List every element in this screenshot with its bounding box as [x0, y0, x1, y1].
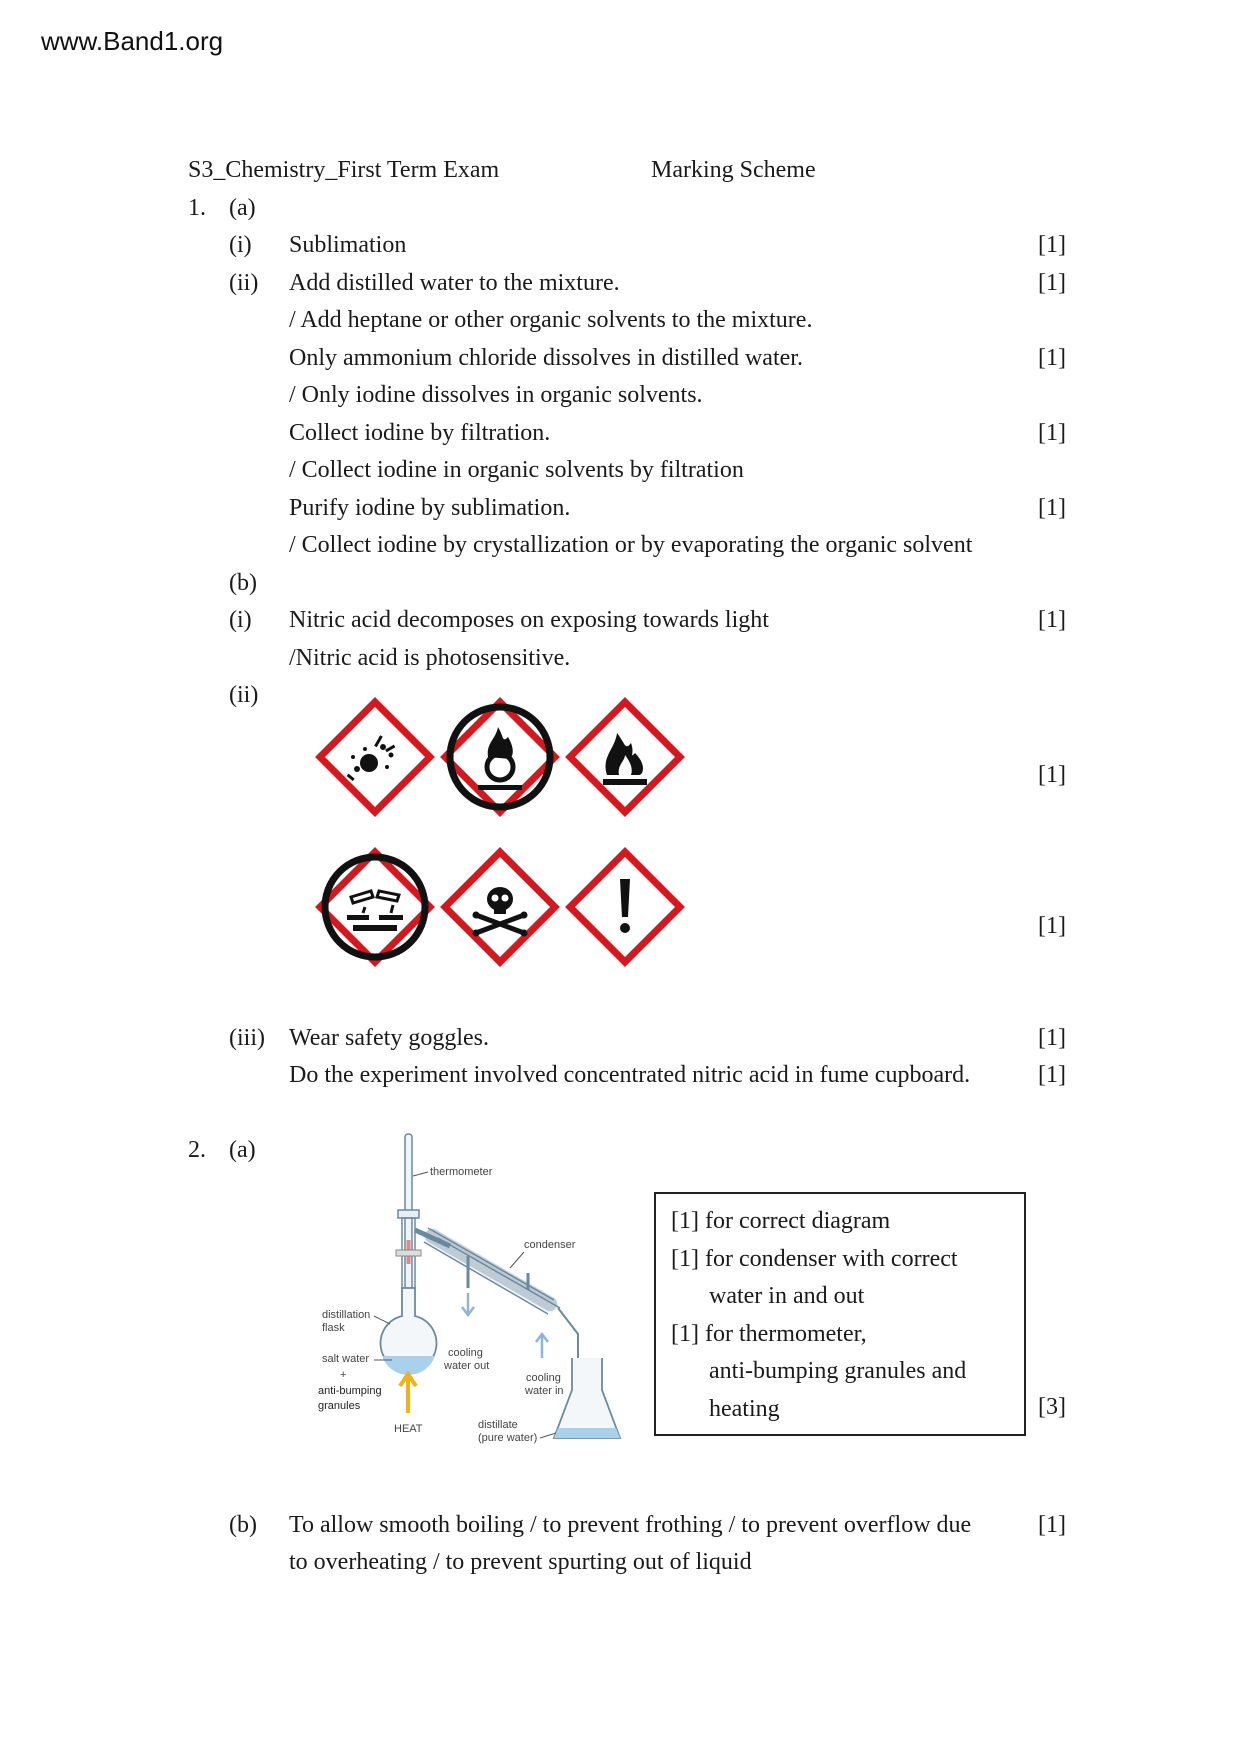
cooling-in-label: cooling	[526, 1372, 561, 1384]
q2-b-line2: to overheating / to prevent spurting out of liquid	[289, 1549, 752, 1575]
q1-a-i-label: (i)	[229, 232, 252, 258]
q1-a-i-mark: [1]	[1038, 232, 1066, 258]
q1-b-i-line2: /Nitric acid is photosensitive.	[289, 645, 571, 671]
distillation-diagram	[310, 1128, 640, 1458]
q1-a-ii-line: Add distilled water to the mixture.	[289, 270, 620, 296]
q1-a-ii-line: / Collect iodine by crystallization or by evaporating the organic solvent	[289, 532, 973, 558]
distillate-label: distillate	[478, 1419, 518, 1431]
q2-number: 2.	[188, 1137, 206, 1163]
criteria-line: water in and out	[709, 1283, 865, 1309]
q1-a-label: (a)	[229, 195, 256, 221]
q1-b-ii-row2-mark: [1]	[1038, 913, 1066, 939]
salt-water-label: salt water	[322, 1353, 370, 1365]
criteria-line: [1] for thermometer,	[671, 1321, 867, 1347]
q1-a-ii-line: Only ammonium chloride dissolves in distilled water.	[289, 345, 803, 371]
q1-b-iii-mark1: [1]	[1038, 1025, 1066, 1051]
flammable-icon	[570, 702, 680, 812]
q1-a-ii-line: / Only iodine dissolves in organic solvents.	[289, 382, 703, 408]
q1-b-label: (b)	[229, 570, 257, 596]
condenser-label: condenser	[524, 1239, 576, 1251]
site-url: www.Band1.org	[41, 26, 224, 56]
toxic-icon	[445, 852, 555, 962]
water-out-label: water out	[444, 1360, 490, 1372]
explosive-icon	[320, 702, 430, 812]
irritant-icon	[570, 852, 680, 962]
q1-b-iii-line2: Do the experiment involved concentrated nitric acid in fume cupboard.	[289, 1062, 971, 1088]
q1-a-ii-line: Purify iodine by sublimation.	[289, 495, 571, 521]
hazard-symbols	[300, 695, 700, 985]
receiving-flask	[554, 1358, 620, 1438]
q1-b-i-label: (i)	[229, 607, 252, 633]
q1-a-ii-line: / Collect iodine in organic solvents by filtration	[289, 457, 744, 483]
marking-criteria-box	[654, 1192, 1026, 1436]
heat-label: HEAT	[394, 1423, 423, 1435]
q1-b-ii-row1-mark: [1]	[1038, 762, 1066, 788]
cooling-out-label: cooling	[448, 1347, 483, 1359]
q1-b-ii-label: (ii)	[229, 682, 259, 708]
q1-a-ii-line: / Add heptane or other organic solvents to the mixture.	[289, 307, 813, 333]
q1-a-ii-mark: [1]	[1038, 345, 1066, 371]
pure-water-label: (pure water)	[478, 1432, 538, 1444]
q1-a-ii-line: Collect iodine by filtration.	[289, 420, 551, 446]
oxidizing-icon	[445, 702, 555, 812]
flask-label: flask	[322, 1322, 345, 1334]
q2-a-label: (a)	[229, 1137, 256, 1163]
criteria-line: heating	[709, 1396, 780, 1422]
q2-b-line1: To allow smooth boiling / to prevent frothing / to prevent overflow due	[289, 1512, 972, 1538]
q2-b-mark: [1]	[1038, 1512, 1066, 1538]
q2-a-mark: [3]	[1038, 1394, 1066, 1420]
q1-b-iii-mark2: [1]	[1038, 1062, 1066, 1088]
criteria-line: [1] for condenser with correct	[671, 1246, 958, 1272]
plus-label: +	[340, 1369, 347, 1381]
distillation-label: distillation	[322, 1309, 371, 1321]
q1-b-iii-line1: Wear safety goggles.	[289, 1025, 489, 1051]
q1-b-i-mark: [1]	[1038, 607, 1066, 633]
exam-title: S3_Chemistry_First Term Exam	[188, 157, 500, 183]
granules-label: granules	[318, 1400, 361, 1412]
q1-a-ii-mark: [1]	[1038, 270, 1066, 296]
thermometer-label: thermometer	[430, 1166, 493, 1178]
water-in-label: water in	[525, 1385, 564, 1397]
q1-a-ii-mark: [1]	[1038, 420, 1066, 446]
q1-b-iii-label: (iii)	[229, 1025, 265, 1051]
anti-bumping-label: anti-bumping	[318, 1385, 382, 1397]
q1-a-i-text: Sublimation	[289, 232, 407, 258]
q2-b-label: (b)	[229, 1512, 257, 1538]
criteria-line: [1] for correct diagram	[671, 1208, 891, 1234]
q1-a-ii-mark: [1]	[1038, 495, 1066, 521]
criteria-line: anti-bumping granules and	[709, 1358, 967, 1384]
corrosive-icon	[320, 852, 430, 962]
q1-b-i-line1: Nitric acid decomposes on exposing towards light	[289, 607, 769, 633]
q1-a-ii-label: (ii)	[229, 270, 259, 296]
q1-number: 1.	[188, 195, 206, 221]
exam-subtitle: Marking Scheme	[651, 157, 816, 183]
